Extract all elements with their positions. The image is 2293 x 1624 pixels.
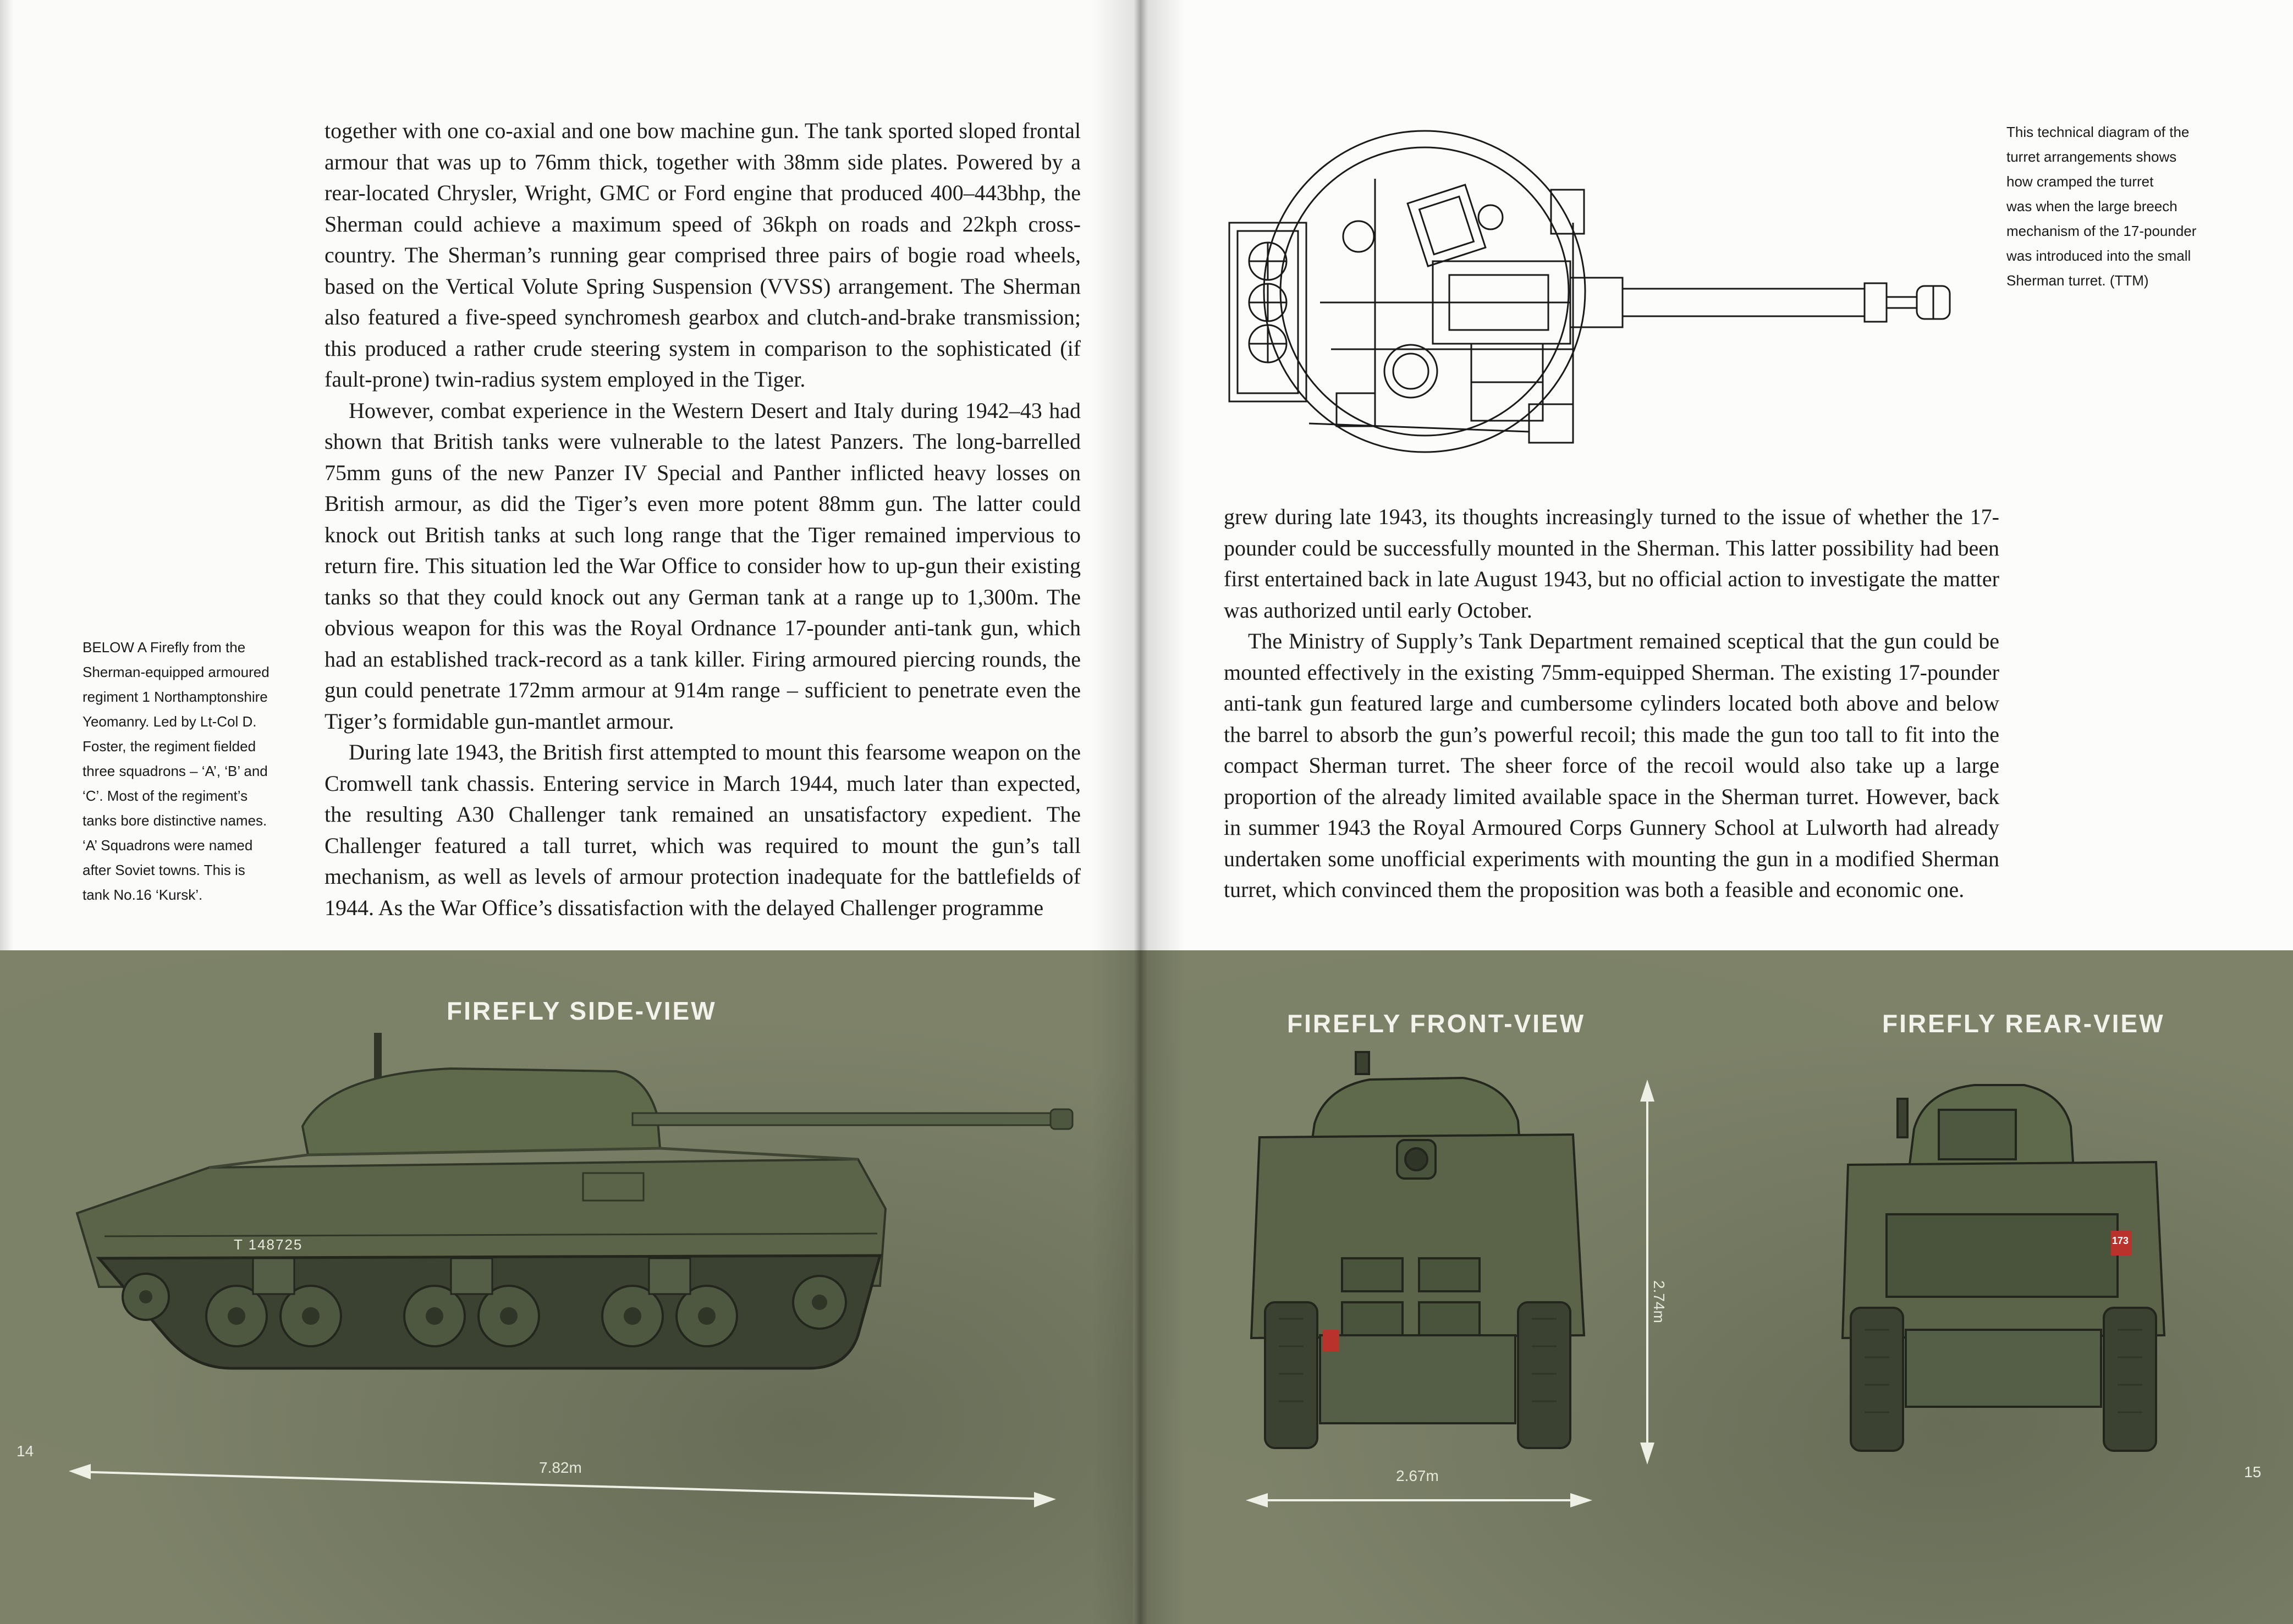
caption-line: regiment 1 Northamptonshire — [83, 689, 268, 705]
caption-line: Yeomanry. Led by Lt-Col D. — [83, 713, 257, 730]
paragraph: grew during late 1943, its thoughts increasingly turned to the issue of whether the 17-pounder could be successfully mounted in the Sherman. This latter possibility had been first entertained back in late August 1943, but no official action to investigate the matter was authorized until early October. — [1224, 504, 1999, 623]
caption-line: three squadrons – ‘A’, ‘B’ and — [83, 763, 268, 779]
caption-line: mechanism of the 17-pounder — [2006, 223, 2197, 239]
paragraph: During late 1943, the British first attempted to mount this fearsome weapon on the Cromwell tank chassis. Entering service in March 1944, much later than expected, the resulting A30 Challenger tank remained an unsatisfactory expedient. The Challenger featured a tall turret, which was required to mount the gun’s tall mechanism, as well as levels of armour protection inadequate for the battlefields of 1944. As the War Office’s dissatisfaction with the delayed Challenger programme — [325, 740, 1081, 920]
caption-line: was introduced into the small — [2006, 247, 2191, 264]
diagram-caption — [2006, 120, 2254, 293]
caption-line: This technical diagram of the — [2006, 124, 2190, 140]
paragraph: The Ministry of Supply’s Tank Department remained sceptical that the gun could be mounted effectively in the existing 75mm-equipped Sherman. The existing 17-pounder anti-tank gun featured large and cumbersome cylinders located both above and below the barrel to absorb the gun’s powerful recoil; this made the gun too tall to fit into the compact Sherman turret. The sheer force of the recoil would also take up a large proportion of the already limited available space in the Sherman turret. However, back in summer 1943 the Royal Armoured Corps Gunnery School at Lulworth had already undertaken some unofficial experiments with mounting the gun in a modified Sherman turret, which convinced them the proposition was both a feasible and economic one. — [1224, 629, 1999, 902]
caption-line: tank No.16 ‘Kursk’. — [83, 887, 203, 903]
right-body-text — [1224, 502, 1999, 906]
paragraph: together with one co-axial and one bow machine gun. The tank sported sloped frontal armour that was up to 76mm thick, together with 38mm side plates. Powered by a rear-located Chrysler, Wright, GMC or Ford engine that produced 400–443bhp, the Sherman could achieve a maximum speed of 36kph on roads and 22kph cross-country. The Sherman’s running gear comprised three pairs of bogie road wheels, based on the Vertical Volute Spring Suspension (VVSS) arrangement. The Sherman also featured a five-speed synchromesh gearbox and clutch-and-brake transmission; this produced a rather crude steering system in comparison to the sophisticated (if fault-prone) twin-radius system employed in the Tiger. — [325, 118, 1081, 392]
tank-serial-number: T 148725 — [234, 1236, 303, 1253]
left-body-text — [325, 115, 1081, 923]
width-dimension-label: 2.67m — [1396, 1467, 1439, 1484]
height-dimension-label: 2.74m — [1651, 1280, 1668, 1323]
paragraph: However, combat experience in the Western Desert and Italy during 1942–43 had shown that British tanks were vulnerable to the latest Panzers. The long-barrelled 75mm guns of the new Panzer IV Special and Panther inflicted heavy losses on British armour, as did the Tiger’s even more potent 88mm gun. The latter could knock out British tanks at such long range that the Tiger remained impervious to return fire. This situation led the War Office to consider how to up-gun their existing tanks so that they could knock out any German tank at a range up to 1,300m. The obvious weapon for this was the Royal Ordnance 17-pounder anti-tank gun, which had an established track-record as a tank killer. Firing armoured piercing rounds, the gun could penetrate 172mm armour at 914m range – sufficient to penetrate even the Tiger’s formidable gun-mantlet armour. — [325, 398, 1081, 734]
page-number-right: 15 — [2244, 1463, 2262, 1480]
caption-line: ‘C’. Most of the regiment’s — [83, 788, 248, 804]
firefly-front-view-illustration — [1133, 950, 2293, 1624]
side-view-title: FIREFLY SIDE-VIEW — [447, 997, 717, 1025]
turret-technical-diagram — [1221, 85, 2002, 470]
front-view-title: FIREFLY FRONT-VIEW — [1287, 1009, 1586, 1038]
side-view-artwork-panel — [0, 950, 1133, 1624]
caption-line: Sherman-equipped armoured — [83, 664, 270, 680]
caption-line: how cramped the turret — [2006, 173, 2154, 190]
caption-line: was when the large breech — [2006, 198, 2177, 214]
caption-line: after Soviet towns. This is — [83, 862, 245, 878]
firefly-side-view-illustration — [0, 950, 1133, 1624]
front-rear-view-artwork-panel — [1133, 950, 2293, 1624]
length-dimension-label: 7.82m — [539, 1459, 582, 1476]
caption-line: tanks bore distinctive names. — [83, 812, 267, 829]
rear-view-title: FIREFLY REAR-VIEW — [1882, 1009, 2165, 1038]
caption-line: BELOW A Firefly from the — [83, 639, 246, 656]
tank-photo-caption — [83, 635, 303, 907]
tac-sign-number: 173 — [2112, 1235, 2129, 1246]
caption-line: Sherman turret. (TTM) — [2006, 272, 2149, 289]
caption-line: Foster, the regiment fielded — [83, 738, 256, 755]
caption-line: turret arrangements shows — [2006, 148, 2177, 165]
caption-line: ‘A’ Squadrons were named — [83, 837, 253, 854]
page-number-left: 14 — [17, 1443, 34, 1460]
